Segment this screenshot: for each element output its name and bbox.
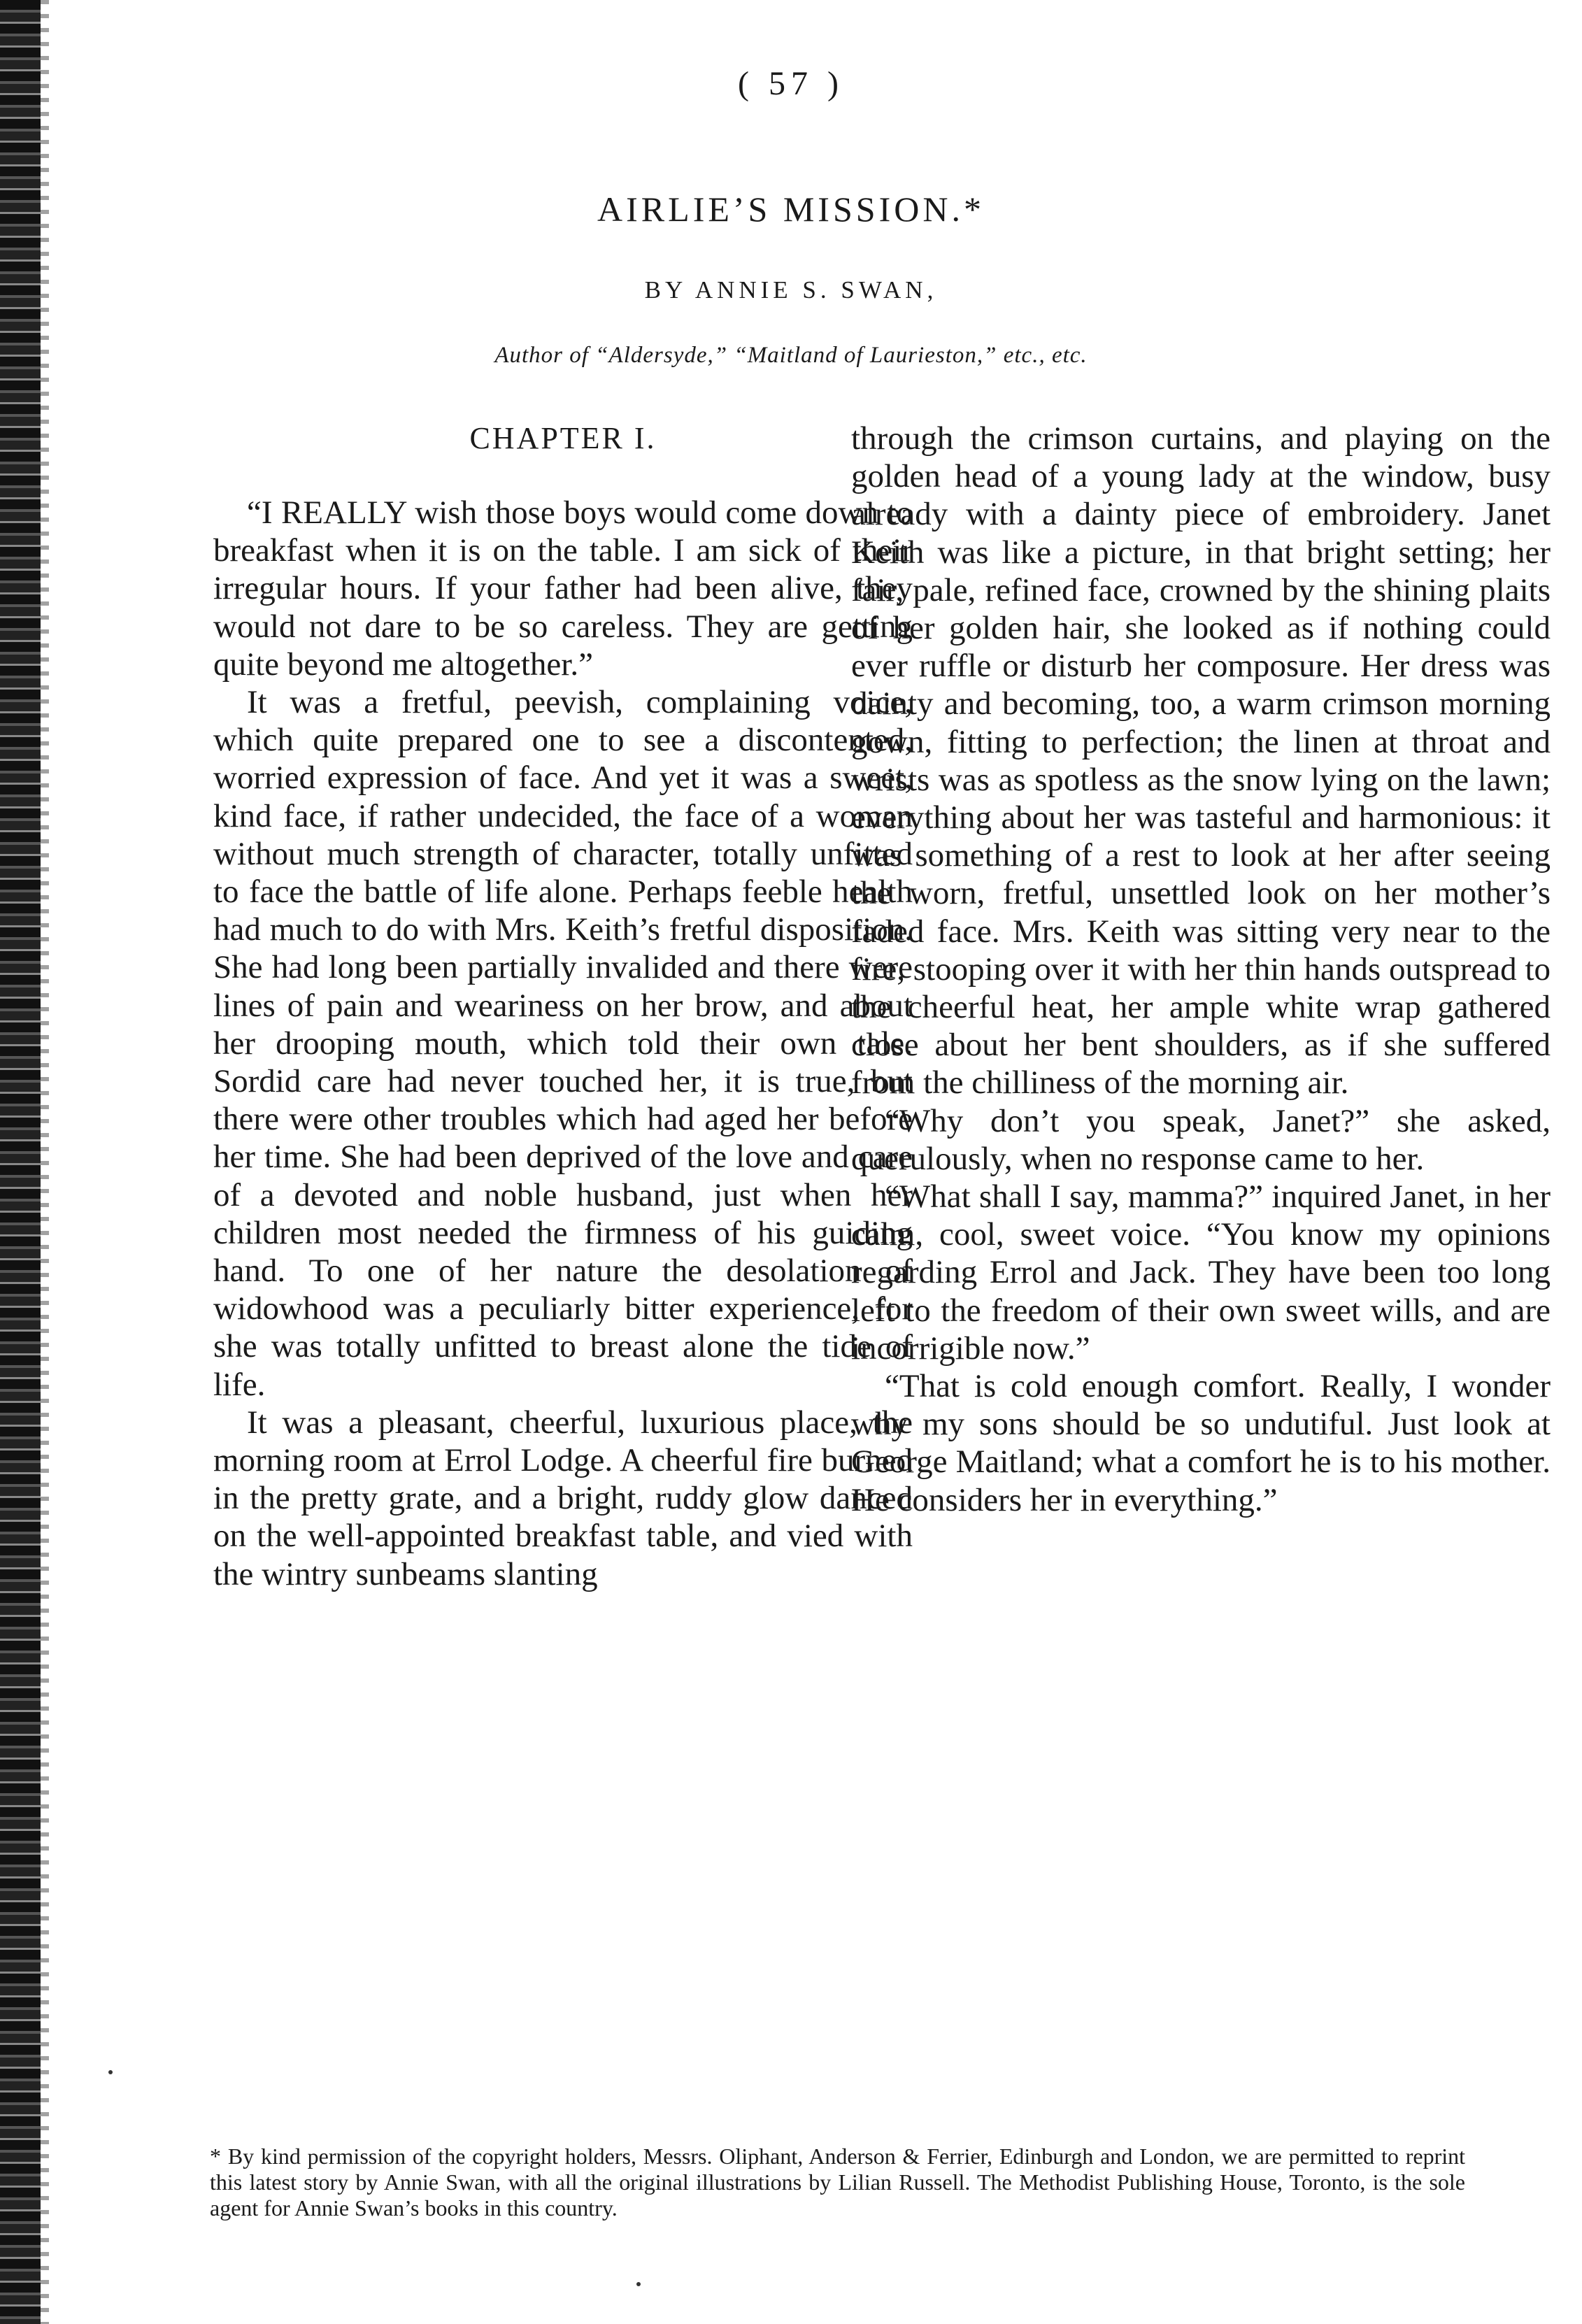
paragraph: It was a pleasant, cheerful, luxurious place, the morning room at Errol Lodge. A cheerful fire burned in the pretty grate, and a bright, ruddy glow danced on the well-appointed breakfast table, and vied with the wintry sunbeams slanting [213,1404,913,1592]
ink-speck [108,2070,113,2074]
byline: BY ANNIE S. SWAN, [644,276,938,304]
story-title: AIRLIE’S MISSION.* [597,190,985,229]
paragraph: “What shall I say, mamma?” inquired Janet, in her calm, cool, sweet voice. “You know my opinions regarding Errol and Jack. They have been too long left to the freedom of their own sweet wills, and are incorrigible now.” [851,1178,1551,1367]
right-column [851,420,1551,1519]
paragraph: “I REALLY wish those boys would come down to breakfast when it is on the table. I am sick of their irregular hours. If your father had been alive, they would not dare to be so careless. They are getting quite beyond me altogether.” [213,494,913,683]
footnote: * By kind permission of the copyright holders, Messrs. Oliphant, Anderson & Ferrier, Edinburgh and London, we are permitted to reprint this latest story by Annie Swan, with all the original illustrations by Lilian Russell. The Methodist Publishing House, Toronto, is the sole agent for Annie Swan’s books in this country. [210,2144,1465,2220]
paragraph: “Why don’t you speak, Janet?” she asked, querulously, when no response came to her. [851,1102,1551,1177]
chapter-heading: CHAPTER I. [469,421,657,455]
page-number: ( 57 ) [738,65,844,102]
paragraph: “That is cold enough comfort. Really, I wonder why my sons should be so undutiful. Just look at George Maitland; what a comfort he is to his mother. He considers her in everything.” [851,1368,1551,1518]
paragraph: through the crimson curtains, and playing on the golden head of a young lady at the window, busy already with a dainty piece of embroidery. Janet Keith was like a picture, in that bright setting; her fair, pale, refined face, crowned by the shining plaits of her golden hair, she looked as if nothing could ever ruffle or disturb her composure. Her dress was dainty and becoming, too, a warm crimson morning gown, fitting to perfection; the linen at throat and wrists was as spotless as the snow lying on the lawn; everything about her was tasteful and harmonious: it was something of a rest to look at her after seeing the worn, fretful, unsettled look on her mother’s faded face. Mrs. Keith was sitting very near to the fire, stooping over it with her thin hands outspread to the cheerful heat, her ample white wrap gathered close about her bent shoulders, as if she suffered from the chilliness of the morning air. [851,420,1551,1102]
paragraph: It was a fretful, peevish, complaining voice, which quite prepared one to see a discontented, worried expression of face. And yet it was a sweet, kind face, if rather undecided, the face of a woman without much strength of character, totally unfitted to face the battle of life alone. Perhaps feeble health had much to do with Mrs. Keith’s fretful disposition. She had long been partially invalided and there were lines of pain and weariness on her brow, and about her drooping mouth, which told their own tale. Sordid care had never touched her, it is true, but there were other troubles which had aged her before her time. She had been deprived of the love and care of a devoted and noble husband, just when her children most needed the firmness of his guiding hand. To one of her nature the desolation of widowhood was a peculiarly bitter experience, for she was totally unfitted to breast alone the tide of life. [213,684,913,1403]
author-attribution: Author of “Aldersyde,” “Maitland of Laurieston,” etc., etc. [494,343,1088,368]
ink-speck [636,2282,641,2286]
left-column [213,420,913,1593]
